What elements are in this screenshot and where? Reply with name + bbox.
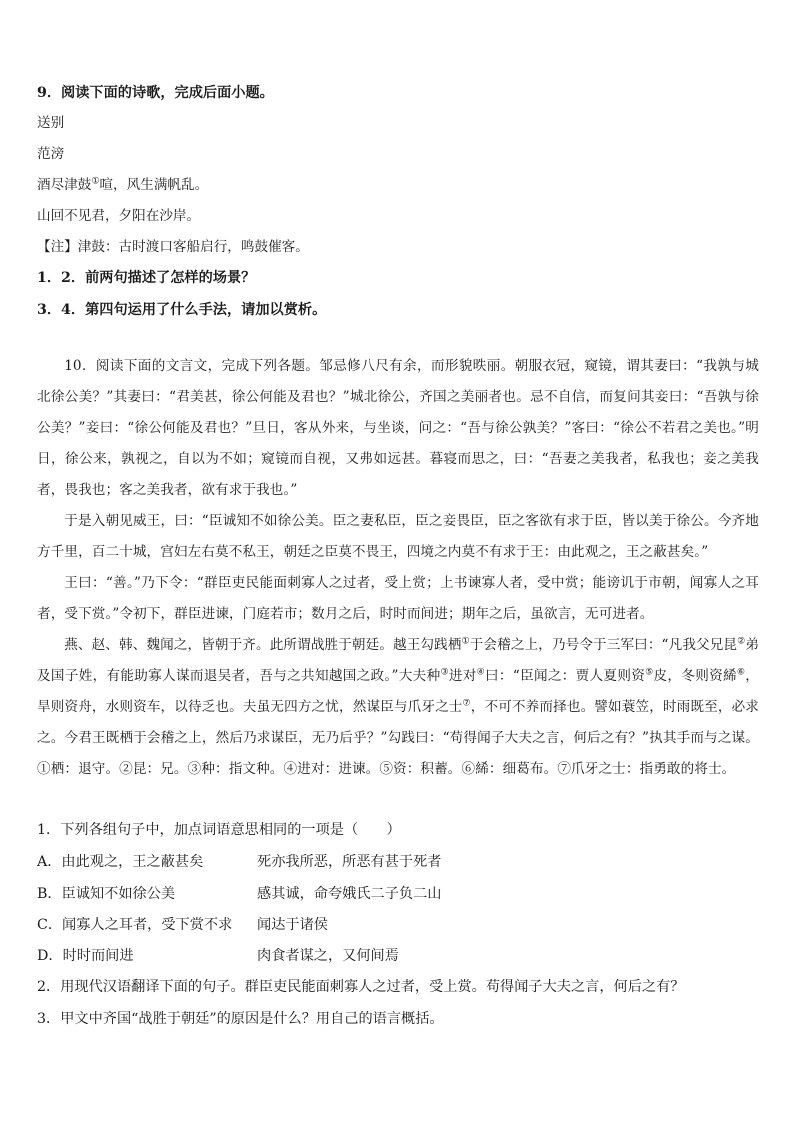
option-c-pair: 闻达于诸侯 xyxy=(257,917,328,933)
q9-sub-question-1: 1．2．前两句描述了怎样的场景？ xyxy=(37,270,256,286)
para4-text-a: 燕、赵、韩、魏闻之，皆朝于齐。此所谓战胜于朝廷。越王勾践栖 xyxy=(64,637,462,653)
option-d xyxy=(37,946,399,966)
note-marker: ⑤ xyxy=(645,667,654,678)
option-c xyxy=(37,915,328,935)
note-marker: ⑦ xyxy=(462,698,471,709)
option-a-label: A．由此观之，王之蔽甚矣 xyxy=(37,854,204,870)
option-d-pair: 肉食者谋之，又何间焉 xyxy=(257,948,399,964)
option-b-label: B．臣诚知不如徐公美 xyxy=(37,886,176,902)
poet-name: 范滂 xyxy=(37,146,65,162)
para4-text-e: 曰：“臣闻之：贾人夏则资 xyxy=(485,668,646,684)
para4-text-d: 进对 xyxy=(448,668,477,684)
para4-text-f: 皮，冬则资絺 xyxy=(653,668,737,684)
q10-passage-paragraph-4 xyxy=(37,630,759,785)
option-a-pair: 死亦我所恶，所恶有甚于死者 xyxy=(257,854,442,870)
note-marker: ③ xyxy=(440,667,449,678)
option-d-label: D．时时而间进 xyxy=(37,948,134,964)
note-marker: ⑥ xyxy=(736,667,746,678)
q10-passage-paragraph-3: 王曰：“善。”乃下令：“群臣吏民能面刺寡人之过者，受上赏；上书谏寡人者，受中赏；能谤讥于市朝，闻寡人之耳者，受下赏。”令初下，群臣进谏，门庭若市；数月之后，时时而间进；期年之后，虽欲言，无可进者。 xyxy=(37,575,759,622)
poem-line-1-a: 酒尽津鼓 xyxy=(37,177,92,193)
note-marker: ④ xyxy=(476,667,486,678)
option-a xyxy=(37,852,441,872)
q9-heading: 9．阅读下面的诗歌，完成后面小题。 xyxy=(37,85,274,101)
para4-text-c: 弟及国子姓，有能助寡人谋而退吴者，吾与之共知越国之政。”大夫种 xyxy=(37,637,760,684)
note-marker-1: ① xyxy=(91,176,100,187)
option-b-pair: 感其诚，命夸娥氏二子负二山 xyxy=(257,886,442,902)
poem-annotation: 【注】津鼓：古时渡口客船启行，鸣鼓催客。 xyxy=(37,239,309,255)
para4-text-g: ，旱则资舟，水则资车，以待乏也。夫虽无四方之忧，然谋臣与爪牙之士 xyxy=(37,668,759,715)
poem-line-2: 山回不见君，夕阳在沙岸。 xyxy=(37,208,201,224)
note-marker: ② xyxy=(737,636,746,647)
q10-passage-paragraph-1: 10．阅读下面的文言文，完成下列各题。邹忌修八尺有余，而形貌昳丽。朝服衣冠，窥镜，谓其妻曰：“我孰与城北徐公美？”其妻曰：“君美甚，徐公何能及君也？”城北徐公，齐国之美丽者也。忌不自信，而复问其妾曰：“吾孰与徐公美？”妾曰：“徐公何能及君也？”旦日，客从外来，与坐谈，问之：“吾与徐公孰美？”客曰：“徐公不若君之美也。”明日，徐公来，孰视之，自以为不如；窥镜而自视，又弗如远甚。暮寝而思之，曰：“吾妻之美我者，私我也；妾之美我者，畏我也；客之美我者，欲有求于我也。” xyxy=(37,358,759,498)
poem-title: 送别 xyxy=(37,115,65,131)
option-c-label: C．闻寡人之耳者，受下赏不求 xyxy=(37,917,233,933)
q10-sub-question-2: 2．用现代汉语翻译下面的句子。群臣吏民能面刺寡人之过者，受上赏。苟得闻子大夫之言，何后之有？ xyxy=(37,979,685,995)
poem-line-1-b: 喧，风生满帆乱。 xyxy=(99,177,209,193)
q10-sub-question-1: 1．下列各组句子中，加点词语意思相同的一项是（ ） xyxy=(37,822,401,838)
option-b xyxy=(37,884,441,904)
q10-passage-paragraph-2: 于是入朝见威王，曰：“臣诚知不如徐公美。臣之妻私臣，臣之妾畏臣，臣之客欲有求于臣，皆以美于徐公。今齐地方千里，百二十城，宫妇左右莫不私王，朝廷之臣莫不畏王，四境之内莫不有求于王：由此观之，王之蔽甚矣。” xyxy=(37,513,759,560)
poem-line-1 xyxy=(37,175,208,195)
para4-text-h: ，不可不养而择也。譬如蓑笠，时雨既至，必求之。今君王既栖于会稽之上，然后乃求谋臣，无乃后乎？”勾践曰：“苟得闻子大夫之言，何后之有？”执其手而与之谋。①栖：退守。②昆：兄。③种：指文种。④进对：进谏。⑤资：积蓄。⑥絺：细葛布。⑦爪牙之士：指勇敢的将士。 xyxy=(37,699,759,777)
para4-text-b: 于会稽之上，乃号令于三军曰：“凡我父兄昆 xyxy=(469,637,738,653)
q10-sub-question-3: 3．甲文中齐国“战胜于朝廷”的原因是什么？用自己的语言概括。 xyxy=(37,1011,444,1027)
q9-sub-question-2: 3．4．第四句运用了什么手法，请加以赏析。 xyxy=(37,302,327,318)
note-marker: ① xyxy=(461,636,470,647)
